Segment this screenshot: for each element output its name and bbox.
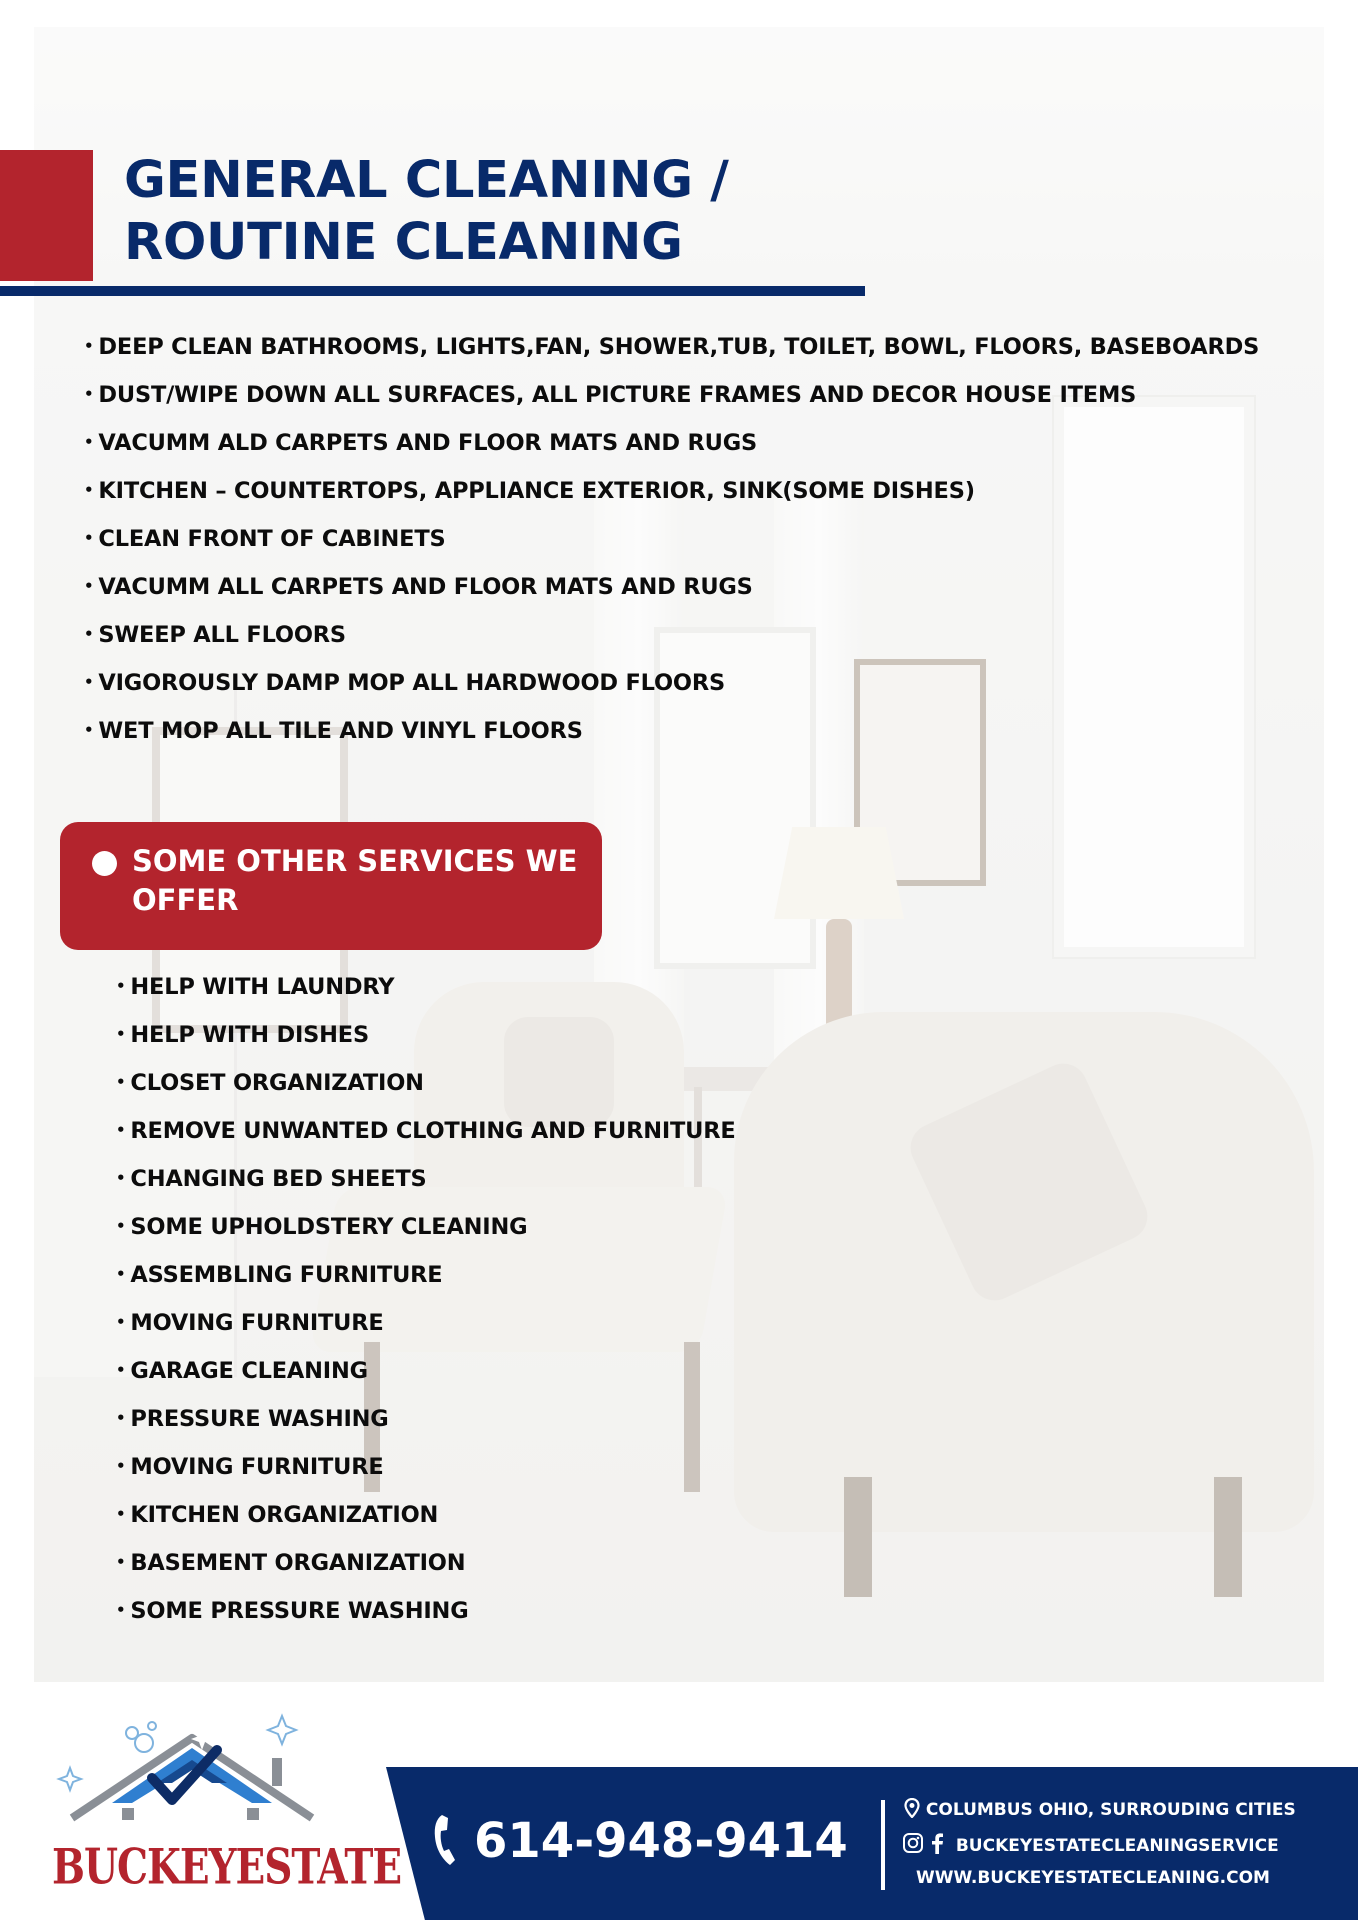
list-item: • CLOSET ORGANIZATION [116,1058,736,1106]
routine-cleaning-list [84,322,1259,754]
title-line-2: ROUTINE CLEANING [124,213,683,272]
list-item: • SOME UPHOLDSTERY CLEANING [116,1202,736,1250]
location-line [904,1798,1296,1821]
header-red-accent [0,150,93,281]
other-services-callout [60,822,602,950]
list-item: • HELP WITH LAUNDRY [116,962,736,1010]
facebook-icon[interactable] [930,1832,944,1854]
list-item: • MOVING FURNITURE [116,1442,736,1490]
website-link[interactable]: WWW.BUCKEYESTATECLEANING.COM [916,1868,1270,1888]
social-line [902,1832,1279,1857]
list-item: • SOME PRESSURE WASHING [116,1586,736,1634]
bullet-dot-icon [92,851,117,876]
phone-number[interactable]: 614-948-9414 [474,1813,848,1869]
list-item: • HELP WITH DISHES [116,1010,736,1058]
location-pin-icon [904,1798,920,1818]
list-item: • KITCHEN – COUNTERTOPS, APPLIANCE EXTERIOR, SINK(SOME DISHES) [84,466,1259,514]
list-item: • CLEAN FRONT OF CABINETS [84,514,1259,562]
footer-divider [881,1800,885,1890]
title-underline [0,286,865,296]
other-services-list [116,962,736,1634]
list-item: • WET MOP ALL TILE AND VINYL FLOORS [84,706,1259,754]
instagram-icon[interactable] [902,1832,924,1854]
list-item: • BASEMENT ORGANIZATION [116,1538,736,1586]
list-item: • DEEP CLEAN BATHROOMS, LIGHTS,FAN, SHOWER,TUB, TOILET, BOWL, FLOORS, BASEBOARDS [84,322,1259,370]
list-item: • GARAGE CLEANING [116,1346,736,1394]
list-item: • DUST/WIPE DOWN ALL SURFACES, ALL PICTURE FRAMES AND DECOR HOUSE ITEMS [84,370,1259,418]
list-item: • PRESSURE WASHING [116,1394,736,1442]
list-item: • ASSEMBLING FURNITURE [116,1250,736,1298]
list-item: • KITCHEN ORGANIZATION [116,1490,736,1538]
list-item: • MOVING FURNITURE [116,1298,736,1346]
location-text: COLUMBUS OHIO, SURROUDING CITIES [925,1800,1296,1820]
logo-brand-text: BUCKEYESTATE [52,1838,402,1896]
list-item: • VACUMM ALL CARPETS AND FLOOR MATS AND RUGS [84,562,1259,610]
social-handle[interactable]: BUCKEYESTATECLEANINGSERVICE [955,1836,1279,1856]
list-item: • CHANGING BED SHEETS [116,1154,736,1202]
list-item: • VIGOROUSLY DAMP MOP ALL HARDWOOD FLOORS [84,658,1259,706]
list-item: • REMOVE UNWANTED CLOTHING AND FURNITURE [116,1106,736,1154]
page-title [124,150,729,274]
other-services-heading: SOME OTHER SERVICES WE OFFER [132,844,578,917]
list-item: • VACUMM ALD CARPETS AND FLOOR MATS AND RUGS [84,418,1259,466]
buckeyestate-logo [52,1708,402,1898]
list-item: • SWEEP ALL FLOORS [84,610,1259,658]
phone-icon [432,1813,468,1867]
house-roof-icon [52,1708,332,1838]
title-line-1: GENERAL CLEANING / [124,151,729,210]
